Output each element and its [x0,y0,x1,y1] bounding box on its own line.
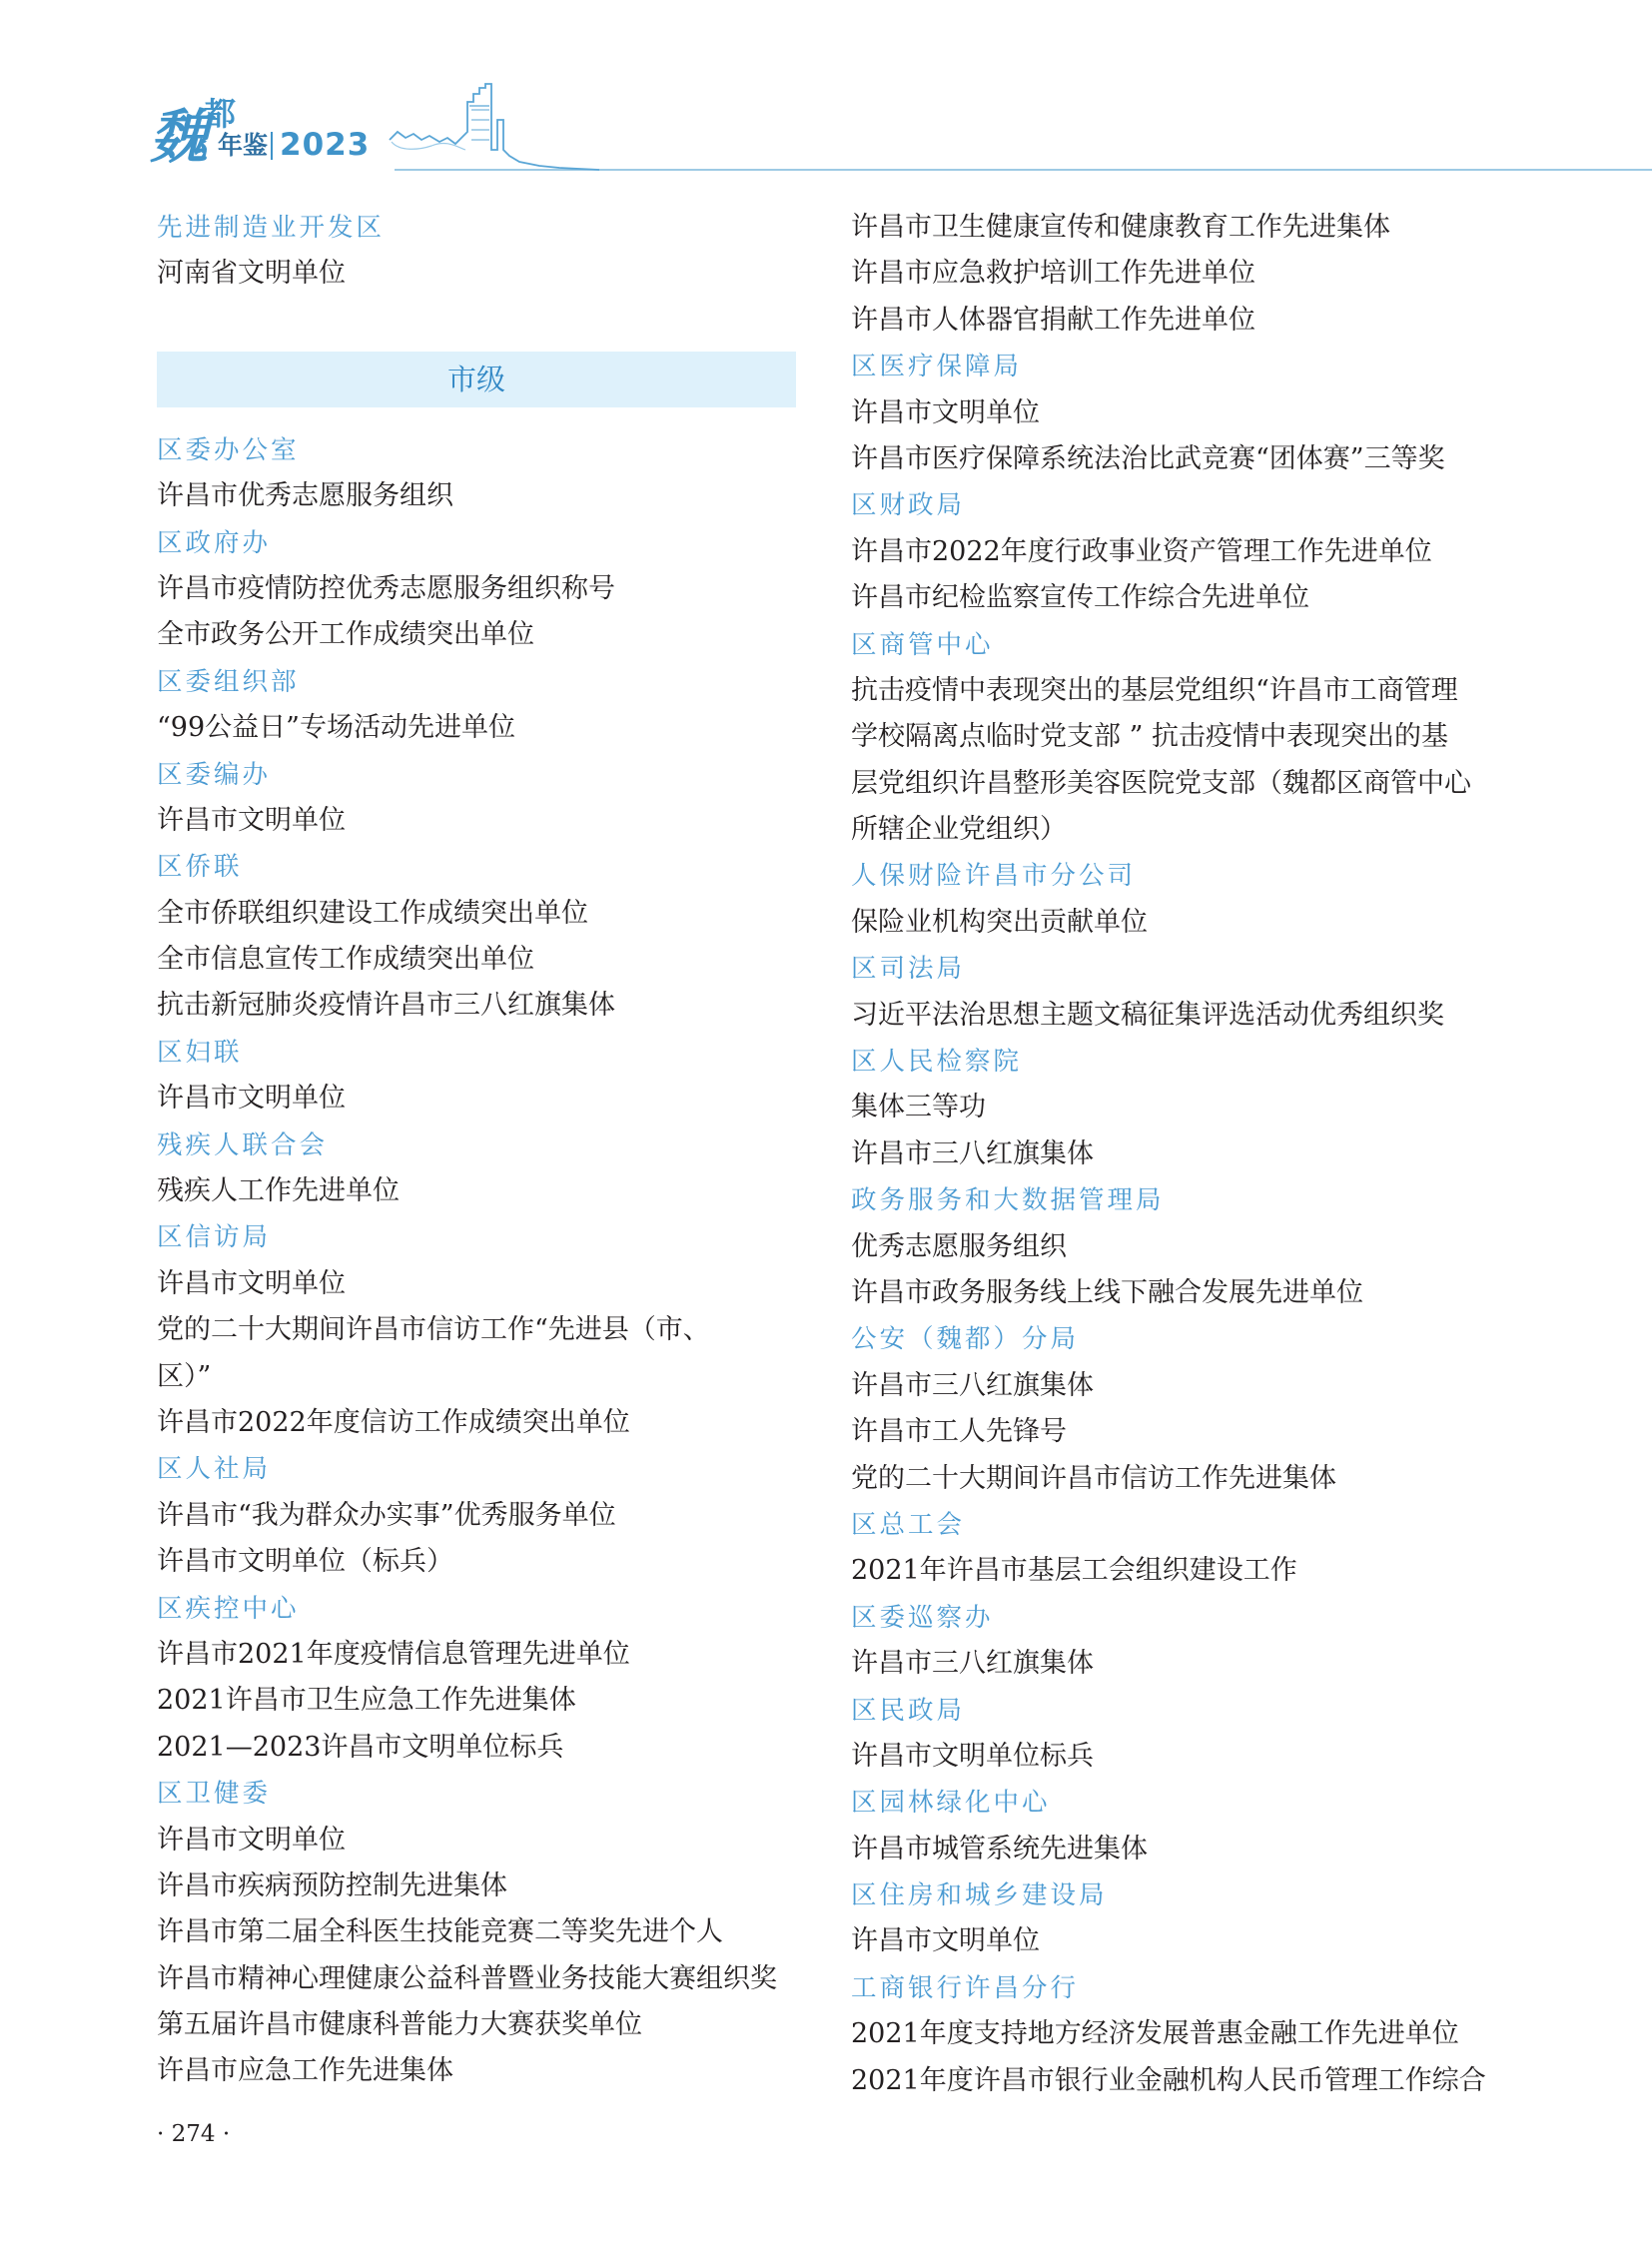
award-item: 许昌市“我为群众办实事”优秀服务单位 [157,1499,616,1531]
award-item: 2021年度支持地方经济发展普惠金融工作先进单位 [851,2018,1459,2050]
award-item: 许昌市文明单位 [851,396,1040,428]
spacer [157,417,796,427]
award-item: 许昌市文明单位 [157,1083,346,1115]
org-name: 区财政局 [851,490,966,521]
org-name: 区疾控中心 [157,1593,300,1624]
org-name: 区委组织部 [157,666,300,697]
org-name: 区医疗保障局 [851,352,1023,382]
org-name: 区妇联 [157,1037,243,1068]
org-name: 区人社局 [157,1454,272,1485]
award-item: 全市信息宣传工作成绩突出单位 [157,944,534,976]
award-item: 河南省文明单位 [157,258,346,290]
org-name: 区委编办 [157,759,272,790]
award-item: 党的二十大期间许昌市信访工作“先进县（市、 [157,1314,710,1346]
left-entry-list [157,427,796,2095]
left-column [157,205,796,2095]
logo-nianjian: 年鉴 [218,131,269,160]
award-item: 优秀志愿服务组织 [851,1230,1067,1262]
award-item: 许昌市文明单位 [851,1925,1040,1957]
org-name: 区侨联 [157,852,243,883]
org-name: 区园林绿化中心 [851,1788,1051,1819]
award-item: 许昌市2022年度行政事业资产管理工作先进单位 [851,535,1432,567]
right-column [851,205,1510,2104]
org-name: 区人民检察院 [851,1047,1023,1078]
award-item: 许昌市文明单位 [157,1824,346,1856]
award-item: 2021—2023许昌市文明单位标兵 [157,1731,564,1763]
org-name: 区信访局 [157,1222,272,1253]
logo-separator [271,132,273,160]
award-item: 党的二十大期间许昌市信访工作先进集体 [851,1462,1336,1494]
org-name: 区司法局 [851,954,966,985]
page-number: · 274 · [157,2121,231,2147]
logo-du: 都 [204,95,237,133]
award-item: 许昌市第二届全科医生技能竞赛二等奖先进个人 [157,1916,723,1948]
award-item: 第五届许昌市健康科普能力大赛获奖单位 [157,2009,642,2041]
org-name: 区商管中心 [851,629,994,660]
spacer [157,298,796,352]
award-item: 许昌市政务服务线上线下融合发展先进单位 [851,1276,1363,1308]
award-item: 许昌市优秀志愿服务组织 [157,480,453,512]
award-item: 层党组织许昌整形美容医院党支部（魏都区商管中心 [851,767,1471,799]
org-name: 工商银行许昌分行 [851,1972,1080,2003]
award-item: 许昌市疾病预防控制先进集体 [157,1869,507,1901]
award-item: 许昌市应急工作先进集体 [157,2055,453,2087]
award-item: 许昌市三八红旗集体 [851,1137,1094,1169]
award-item: 许昌市工人先锋号 [851,1416,1067,1448]
org-name: 先进制造业开发区 [157,213,386,243]
skyline-decoration [0,80,1652,180]
award-item: 许昌市文明单位（标兵） [157,1546,453,1578]
org-name: 区委巡察办 [851,1602,994,1633]
org-name: 公安（魏都）分局 [851,1324,1080,1355]
org-name: 残疾人联合会 [157,1129,329,1160]
award-item: 许昌市纪检监察宣传工作综合先进单位 [851,582,1309,614]
award-item: “99公益日”专场活动先进单位 [157,712,515,744]
logo-year: 2023 [280,127,371,163]
award-item: 习近平法治思想主题文稿征集评选活动优秀组织奖 [851,999,1444,1031]
award-item: 许昌市文明单位 [157,804,346,836]
org-name: 区住房和城乡建设局 [851,1880,1108,1911]
award-item: 许昌市医疗保障系统法治比武竞赛“团体赛”三等奖 [851,442,1445,474]
award-item: 抗击新冠肺炎疫情许昌市三八红旗集体 [157,990,615,1022]
award-item: 许昌市2021年度疫情信息管理先进单位 [157,1638,630,1670]
award-item: 2021年许昌市基层工会组织建设工作 [851,1555,1297,1587]
award-item: 保险业机构突出贡献单位 [851,906,1148,938]
org-name: 区总工会 [851,1509,966,1540]
award-item: 区）” [157,1360,212,1392]
award-item: 许昌市三八红旗集体 [851,1648,1094,1680]
award-item: 许昌市应急救护培训工作先进单位 [851,258,1255,290]
logo-wei: 魏 [150,103,209,171]
award-item: 学校隔离点临时党支部 ” 抗击疫情中表现突出的基 [851,721,1448,753]
award-item: 残疾人工作先进单位 [157,1175,400,1207]
award-item: 许昌市疫情防控优秀志愿服务组织称号 [157,572,615,604]
section-title-bar: 市级 [157,352,796,407]
award-item: 许昌市精神心理健康公益科普暨业务技能大赛组织奖 [157,1962,777,1994]
org-name: 区政府办 [157,527,272,558]
award-item: 许昌市三八红旗集体 [851,1369,1094,1401]
org-name: 人保财险许昌市分公司 [851,861,1137,892]
award-item: 许昌市文明单位标兵 [851,1740,1094,1772]
award-item: 许昌市2022年度信访工作成绩突出单位 [157,1406,630,1438]
page-header [0,0,1652,180]
award-item: 许昌市城管系统先进集体 [851,1833,1148,1865]
award-item: 全市政务公开工作成绩突出单位 [157,619,534,651]
org-name: 区卫健委 [157,1779,272,1810]
award-item: 所辖企业党组织） [851,814,1067,846]
org-name: 政务服务和大数据管理局 [851,1185,1165,1216]
award-item: 许昌市文明单位 [157,1267,346,1299]
right-entry-list [851,205,1510,2104]
award-item: 集体三等功 [851,1092,986,1123]
org-name: 区民政局 [851,1695,966,1726]
top-block [157,205,796,298]
award-item: 全市侨联组织建设工作成绩突出单位 [157,897,588,929]
award-item: 2021许昌市卫生应急工作先进集体 [157,1685,576,1717]
org-name: 区委办公室 [157,434,300,465]
award-item: 许昌市人体器官捐献工作先进单位 [851,304,1255,336]
award-item: 许昌市卫生健康宣传和健康教育工作先进集体 [851,212,1390,243]
award-item: 2021年度许昌市银行业金融机构人民币管理工作综合 [851,2064,1486,2096]
award-item: 抗击疫情中表现突出的基层党组织“许昌市工商管理 [851,674,1458,706]
